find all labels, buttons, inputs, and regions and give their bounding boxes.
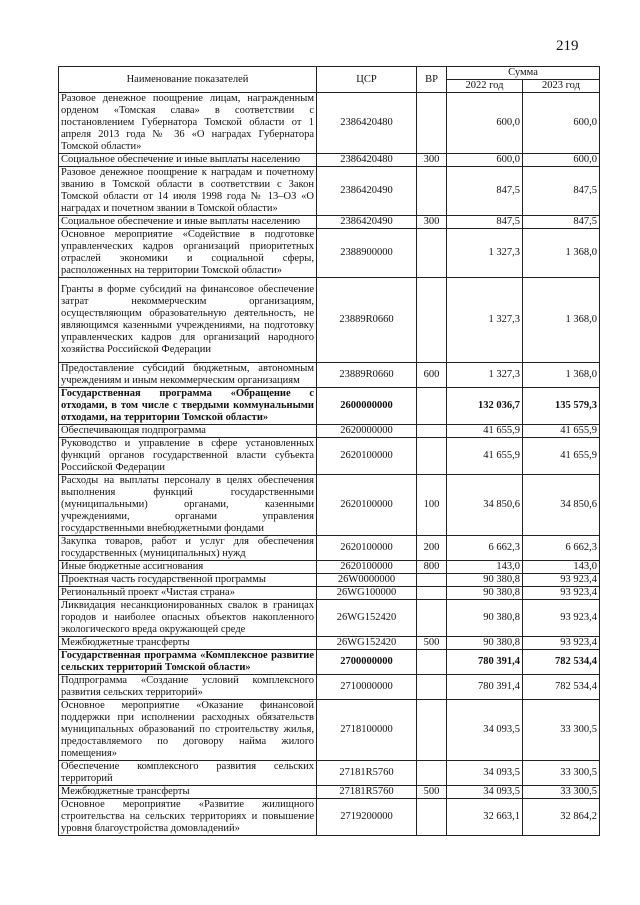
table-row (59, 799, 600, 836)
row-2023-cell: 33 300,5 (523, 761, 600, 786)
row-2022-cell: 41 655,9 (447, 438, 523, 475)
row-vr-cell (417, 167, 447, 216)
header-csr: ЦСР (317, 67, 417, 93)
row-2023-cell: 600,0 (523, 93, 600, 154)
row-csr-cell: 27181R5760 (317, 761, 417, 786)
row-2023-cell: 1 368,0 (523, 229, 600, 278)
row-2022-cell: 1 327,3 (447, 229, 523, 278)
row-2023-cell: 1 368,0 (523, 363, 600, 388)
row-vr-cell (417, 278, 447, 363)
row-vr-cell: 800 (417, 561, 447, 574)
row-csr-cell: 23889R0660 (317, 363, 417, 388)
row-csr-cell: 2620100000 (317, 561, 417, 574)
row-csr-cell: 2386420480 (317, 154, 417, 167)
row-csr-cell: 2620100000 (317, 438, 417, 475)
row-2023-cell: 782 534,4 (523, 650, 600, 675)
row-name-cell: Социальное обеспечение и иные выплаты населению (59, 154, 317, 167)
row-2023-cell: 93 923,4 (523, 587, 600, 600)
row-csr-cell: 2388900000 (317, 229, 417, 278)
row-name-cell: Гранты в форме субсидий на финансовое обеспечение затрат некоммерческим организациям, осуществляющим образовательную деятельность, не являющимся казенными учреждениями, на подготовку управленческих кадров для организаций народного хозяйства Российской Федерации (59, 278, 317, 363)
row-vr-cell (417, 438, 447, 475)
row-vr-cell (417, 675, 447, 700)
row-2022-cell: 34 850,6 (447, 475, 523, 536)
budget-table (58, 66, 600, 836)
table-row (59, 700, 600, 761)
row-vr-cell (417, 388, 447, 425)
row-2022-cell: 600,0 (447, 93, 523, 154)
table-row (59, 574, 600, 587)
row-2022-cell: 780 391,4 (447, 650, 523, 675)
row-vr-cell: 300 (417, 216, 447, 229)
row-2022-cell: 780 391,4 (447, 675, 523, 700)
row-vr-cell (417, 761, 447, 786)
row-vr-cell: 500 (417, 637, 447, 650)
row-2023-cell: 33 300,5 (523, 700, 600, 761)
row-2022-cell: 847,5 (447, 216, 523, 229)
table-row (59, 278, 600, 363)
row-csr-cell: 2620100000 (317, 475, 417, 536)
row-csr-cell: 2386420480 (317, 93, 417, 154)
row-csr-cell: 2620100000 (317, 536, 417, 561)
row-name-cell: Разовое денежное поощрение лицам, награжденным орденом «Томская слава» в соответствии с постановлением Губернатора Томской области от 1 апреля 2013 года № 36 «О наградах Губернатора Томской области» (59, 93, 317, 154)
table-row (59, 587, 600, 600)
row-name-cell: Основное мероприятие «Развитие жилищного строительства на сельских территориях и повышение уровня благоустройства домовладений» (59, 799, 317, 836)
row-vr-cell (417, 587, 447, 600)
row-2023-cell: 93 923,4 (523, 637, 600, 650)
table-row (59, 229, 600, 278)
row-2022-cell: 132 036,7 (447, 388, 523, 425)
row-csr-cell: 26WG152420 (317, 600, 417, 637)
table-row (59, 475, 600, 536)
row-vr-cell (417, 93, 447, 154)
row-csr-cell: 26WG152420 (317, 637, 417, 650)
row-vr-cell (417, 700, 447, 761)
table-row (59, 438, 600, 475)
row-name-cell: Обеспечивающая подпрограмма (59, 425, 317, 438)
row-name-cell: Социальное обеспечение и иные выплаты населению (59, 216, 317, 229)
table-row (59, 600, 600, 637)
row-csr-cell: 23889R0660 (317, 278, 417, 363)
table-row (59, 425, 600, 438)
row-csr-cell: 2386420490 (317, 167, 417, 216)
row-csr-cell: 2718100000 (317, 700, 417, 761)
row-2022-cell: 6 662,3 (447, 536, 523, 561)
row-name-cell: Подпрограмма «Создание условий комплексного развития сельских территорий» (59, 675, 317, 700)
row-csr-cell: 2600000000 (317, 388, 417, 425)
table-row (59, 388, 600, 425)
row-2022-cell: 90 380,8 (447, 600, 523, 637)
row-vr-cell: 200 (417, 536, 447, 561)
row-csr-cell: 26WG100000 (317, 587, 417, 600)
row-vr-cell (417, 799, 447, 836)
header-vr: ВР (417, 67, 447, 93)
row-csr-cell: 2719200000 (317, 799, 417, 836)
row-csr-cell: 26W0000000 (317, 574, 417, 587)
row-vr-cell: 600 (417, 363, 447, 388)
row-2023-cell: 847,5 (523, 216, 600, 229)
row-2023-cell: 93 923,4 (523, 600, 600, 637)
row-name-cell: Руководство и управление в сфере установленных функций органов государственной власти субъекта Российской Федерации (59, 438, 317, 475)
row-name-cell: Обеспечение комплексного развития сельских территорий (59, 761, 317, 786)
row-2023-cell: 93 923,4 (523, 574, 600, 587)
row-name-cell: Государственная программа «Комплексное развитие сельских территорий Томской области» (59, 650, 317, 675)
table-row (59, 637, 600, 650)
row-vr-cell: 500 (417, 786, 447, 799)
row-vr-cell (417, 425, 447, 438)
row-2022-cell: 34 093,5 (447, 700, 523, 761)
row-vr-cell (417, 574, 447, 587)
row-csr-cell: 2700000000 (317, 650, 417, 675)
row-name-cell: Предоставление субсидий бюджетным, автономным учреждениям и иным некоммерческим организациям (59, 363, 317, 388)
table-header-row (59, 67, 600, 80)
row-name-cell: Межбюджетные трансферты (59, 786, 317, 799)
row-vr-cell: 300 (417, 154, 447, 167)
row-2023-cell: 6 662,3 (523, 536, 600, 561)
row-csr-cell: 2620000000 (317, 425, 417, 438)
row-name-cell: Иные бюджетные ассигнования (59, 561, 317, 574)
table-row (59, 154, 600, 167)
row-2023-cell: 41 655,9 (523, 425, 600, 438)
page-number: 219 (556, 38, 579, 54)
row-vr-cell (417, 229, 447, 278)
row-2022-cell: 600,0 (447, 154, 523, 167)
row-vr-cell (417, 650, 447, 675)
table-row (59, 536, 600, 561)
row-2022-cell: 143,0 (447, 561, 523, 574)
row-2022-cell: 34 093,5 (447, 761, 523, 786)
row-csr-cell: 27181R5760 (317, 786, 417, 799)
row-name-cell: Основное мероприятие «Оказание финансовой поддержки при исполнении расходных обязательств муниципальных образований по строительству жилья, предоставляемого по договору найма жилого помещения» (59, 700, 317, 761)
row-name-cell: Ликвидация несанкционированных свалок в границах городов и наиболее опасных объектов накопленного экологического вреда окружающей среде (59, 600, 317, 637)
table-row (59, 216, 600, 229)
row-name-cell: Разовое денежное поощрение к наградам и почетному званию в Томской области в соответствии с Закон Томской области от 14 июля 1998 года № 13–ОЗ «О наградах и почетном звании в Томской области» (59, 167, 317, 216)
row-2023-cell: 33 300,5 (523, 786, 600, 799)
row-2023-cell: 782 534,4 (523, 675, 600, 700)
row-2022-cell: 1 327,3 (447, 278, 523, 363)
row-2023-cell: 847,5 (523, 167, 600, 216)
row-2022-cell: 847,5 (447, 167, 523, 216)
table-row (59, 761, 600, 786)
row-2022-cell: 1 327,3 (447, 363, 523, 388)
table-row (59, 561, 600, 574)
header-2022: 2022 год (447, 80, 523, 93)
table-row (59, 650, 600, 675)
row-2023-cell: 143,0 (523, 561, 600, 574)
table-row (59, 167, 600, 216)
table-body (59, 93, 600, 836)
row-csr-cell: 2386420490 (317, 216, 417, 229)
row-csr-cell: 2710000000 (317, 675, 417, 700)
row-2023-cell: 600,0 (523, 154, 600, 167)
row-name-cell: Межбюджетные трансферты (59, 637, 317, 650)
header-2023: 2023 год (523, 80, 600, 93)
header-name: Наименование показателей (59, 67, 317, 93)
row-name-cell: Основное мероприятие «Содействие в подготовке управленческих кадров организаций приоритетных отраслей экономики и социальной сферы, расположенных на территории Томской области» (59, 229, 317, 278)
row-vr-cell: 100 (417, 475, 447, 536)
row-2023-cell: 41 655,9 (523, 438, 600, 475)
row-2022-cell: 41 655,9 (447, 425, 523, 438)
row-name-cell: Расходы на выплаты персоналу в целях обеспечения выполнения функций государственными (муниципальными) органами, казенными учреждениями, органами управления государственными внебюджетными фондами (59, 475, 317, 536)
row-2022-cell: 90 380,8 (447, 587, 523, 600)
row-2023-cell: 34 850,6 (523, 475, 600, 536)
row-2023-cell: 135 579,3 (523, 388, 600, 425)
table-row (59, 675, 600, 700)
table-row (59, 786, 600, 799)
row-name-cell: Региональный проект «Чистая страна» (59, 587, 317, 600)
table-row (59, 363, 600, 388)
row-2022-cell: 32 663,1 (447, 799, 523, 836)
row-name-cell: Государственная программа «Обращение с отходами, в том числе с твердыми коммунальными отходами, на территории Томской области» (59, 388, 317, 425)
row-2023-cell: 1 368,0 (523, 278, 600, 363)
header-sum: Сумма (447, 67, 600, 80)
row-2022-cell: 90 380,8 (447, 574, 523, 587)
row-vr-cell (417, 600, 447, 637)
row-2022-cell: 90 380,8 (447, 637, 523, 650)
row-2023-cell: 32 864,2 (523, 799, 600, 836)
table-row (59, 93, 600, 154)
row-2022-cell: 34 093,5 (447, 786, 523, 799)
row-name-cell: Проектная часть государственной программы (59, 574, 317, 587)
row-name-cell: Закупка товаров, работ и услуг для обеспечения государственных (муниципальных) нужд (59, 536, 317, 561)
